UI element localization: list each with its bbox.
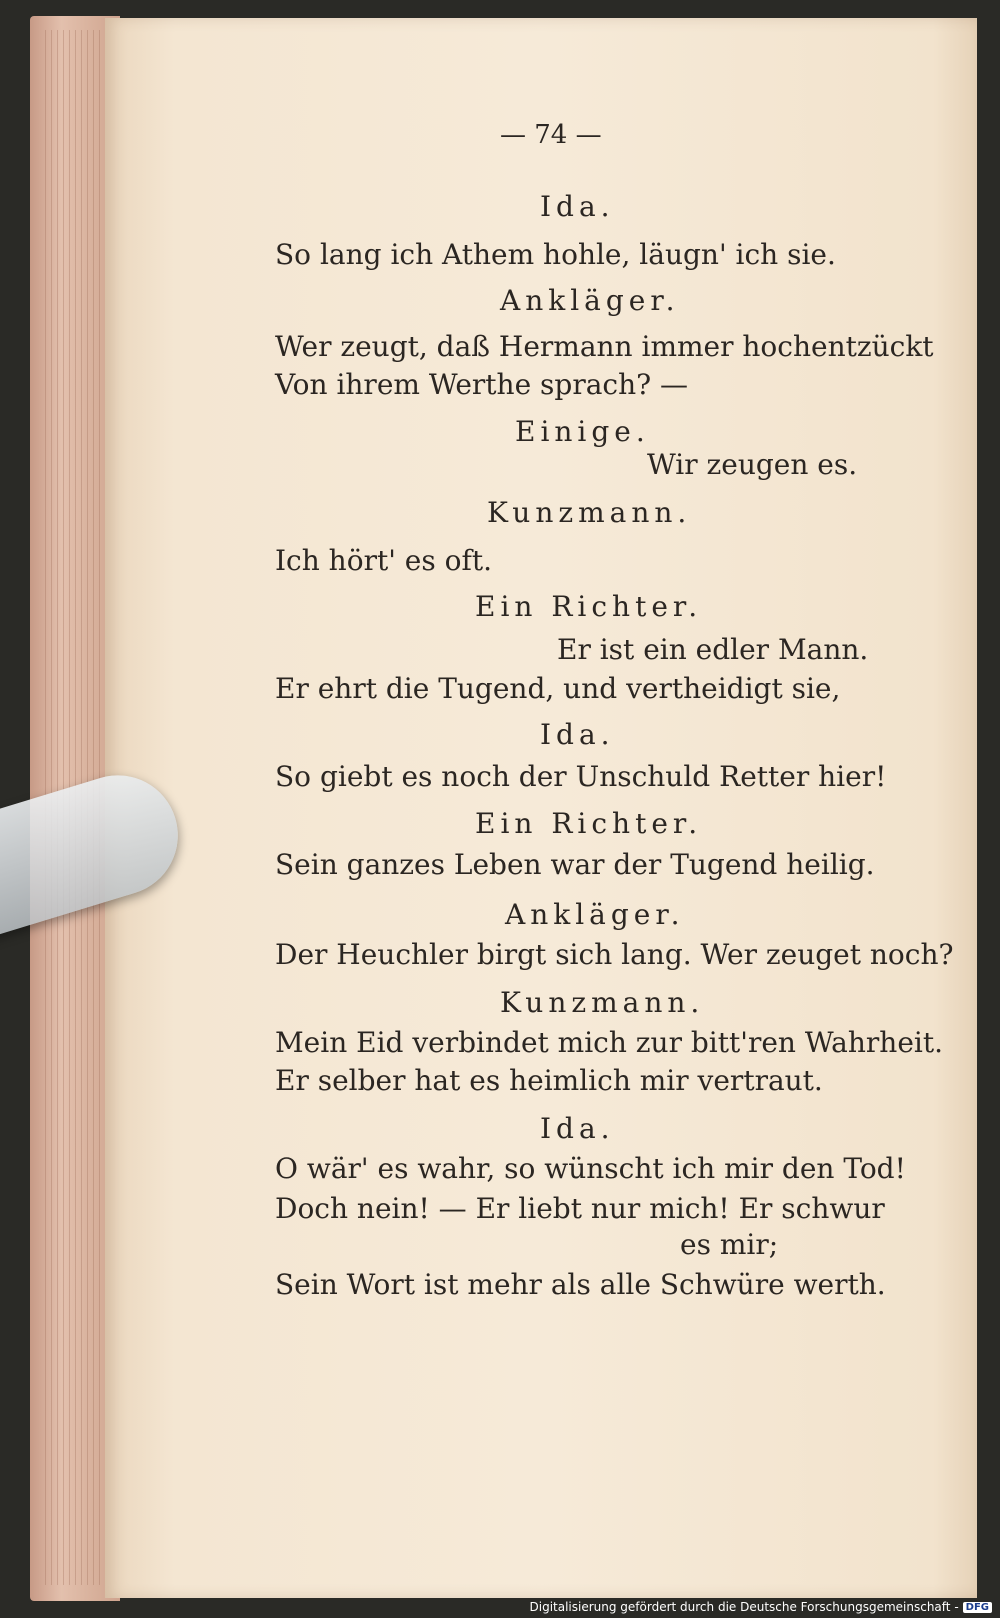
dfg-logo: DFG xyxy=(963,1602,992,1613)
verse-line: Er ehrt die Tugend, und vertheidigt sie, xyxy=(275,672,841,705)
speaker-ida: Ida. xyxy=(540,718,615,751)
speaker-kunzmann: Kunzmann. xyxy=(500,986,705,1019)
verse-line: Wir zeugen es. xyxy=(647,448,858,481)
verse-line: O wär' es wahr, so wünscht ich mir den Tod! xyxy=(275,1152,906,1185)
speaker-richter: Ein Richter. xyxy=(475,590,703,623)
footer-text: Digitalisierung gefördert durch die Deutsche Forschungsgemeinschaft - xyxy=(529,1600,959,1614)
verse-line: Wer zeugt, daß Hermann immer hochentzückt xyxy=(275,330,934,363)
verse-line: Er ist ein edler Mann. xyxy=(557,633,869,666)
speaker-ida: Ida. xyxy=(540,1112,615,1145)
speaker-richter: Ein Richter. xyxy=(475,807,703,840)
verse-line: So lang ich Athem hohle, läugn' ich sie. xyxy=(275,238,836,271)
verse-line: Sein ganzes Leben war der Tugend heilig. xyxy=(275,848,875,881)
page-number: — 74 — xyxy=(500,120,602,150)
speaker-ida: Ida. xyxy=(540,190,615,223)
speaker-kunzmann: Kunzmann. xyxy=(487,496,692,529)
speaker-anklaeger: Ankläger. xyxy=(505,898,685,931)
digitization-footer xyxy=(530,1600,993,1614)
speaker-einige: Einige. xyxy=(515,415,650,448)
verse-line: Doch nein! — Er liebt nur mich! Er schwur xyxy=(275,1192,885,1225)
verse-line: Der Heuchler birgt sich lang. Wer zeuget noch? xyxy=(275,938,954,971)
verse-line: es mir; xyxy=(680,1228,779,1261)
verse-line: So giebt es noch der Unschuld Retter hier! xyxy=(275,760,887,793)
speaker-anklaeger: Ankläger. xyxy=(500,284,680,317)
verse-line: Von ihrem Werthe sprach? — xyxy=(275,368,689,401)
verse-line: Er selber hat es heimlich mir vertraut. xyxy=(275,1064,823,1097)
verse-line: Ich hört' es oft. xyxy=(275,544,493,577)
verse-line: Sein Wort ist mehr als alle Schwüre werth. xyxy=(275,1268,886,1301)
verse-line: Mein Eid verbindet mich zur bitt'ren Wahrheit. xyxy=(275,1026,944,1059)
